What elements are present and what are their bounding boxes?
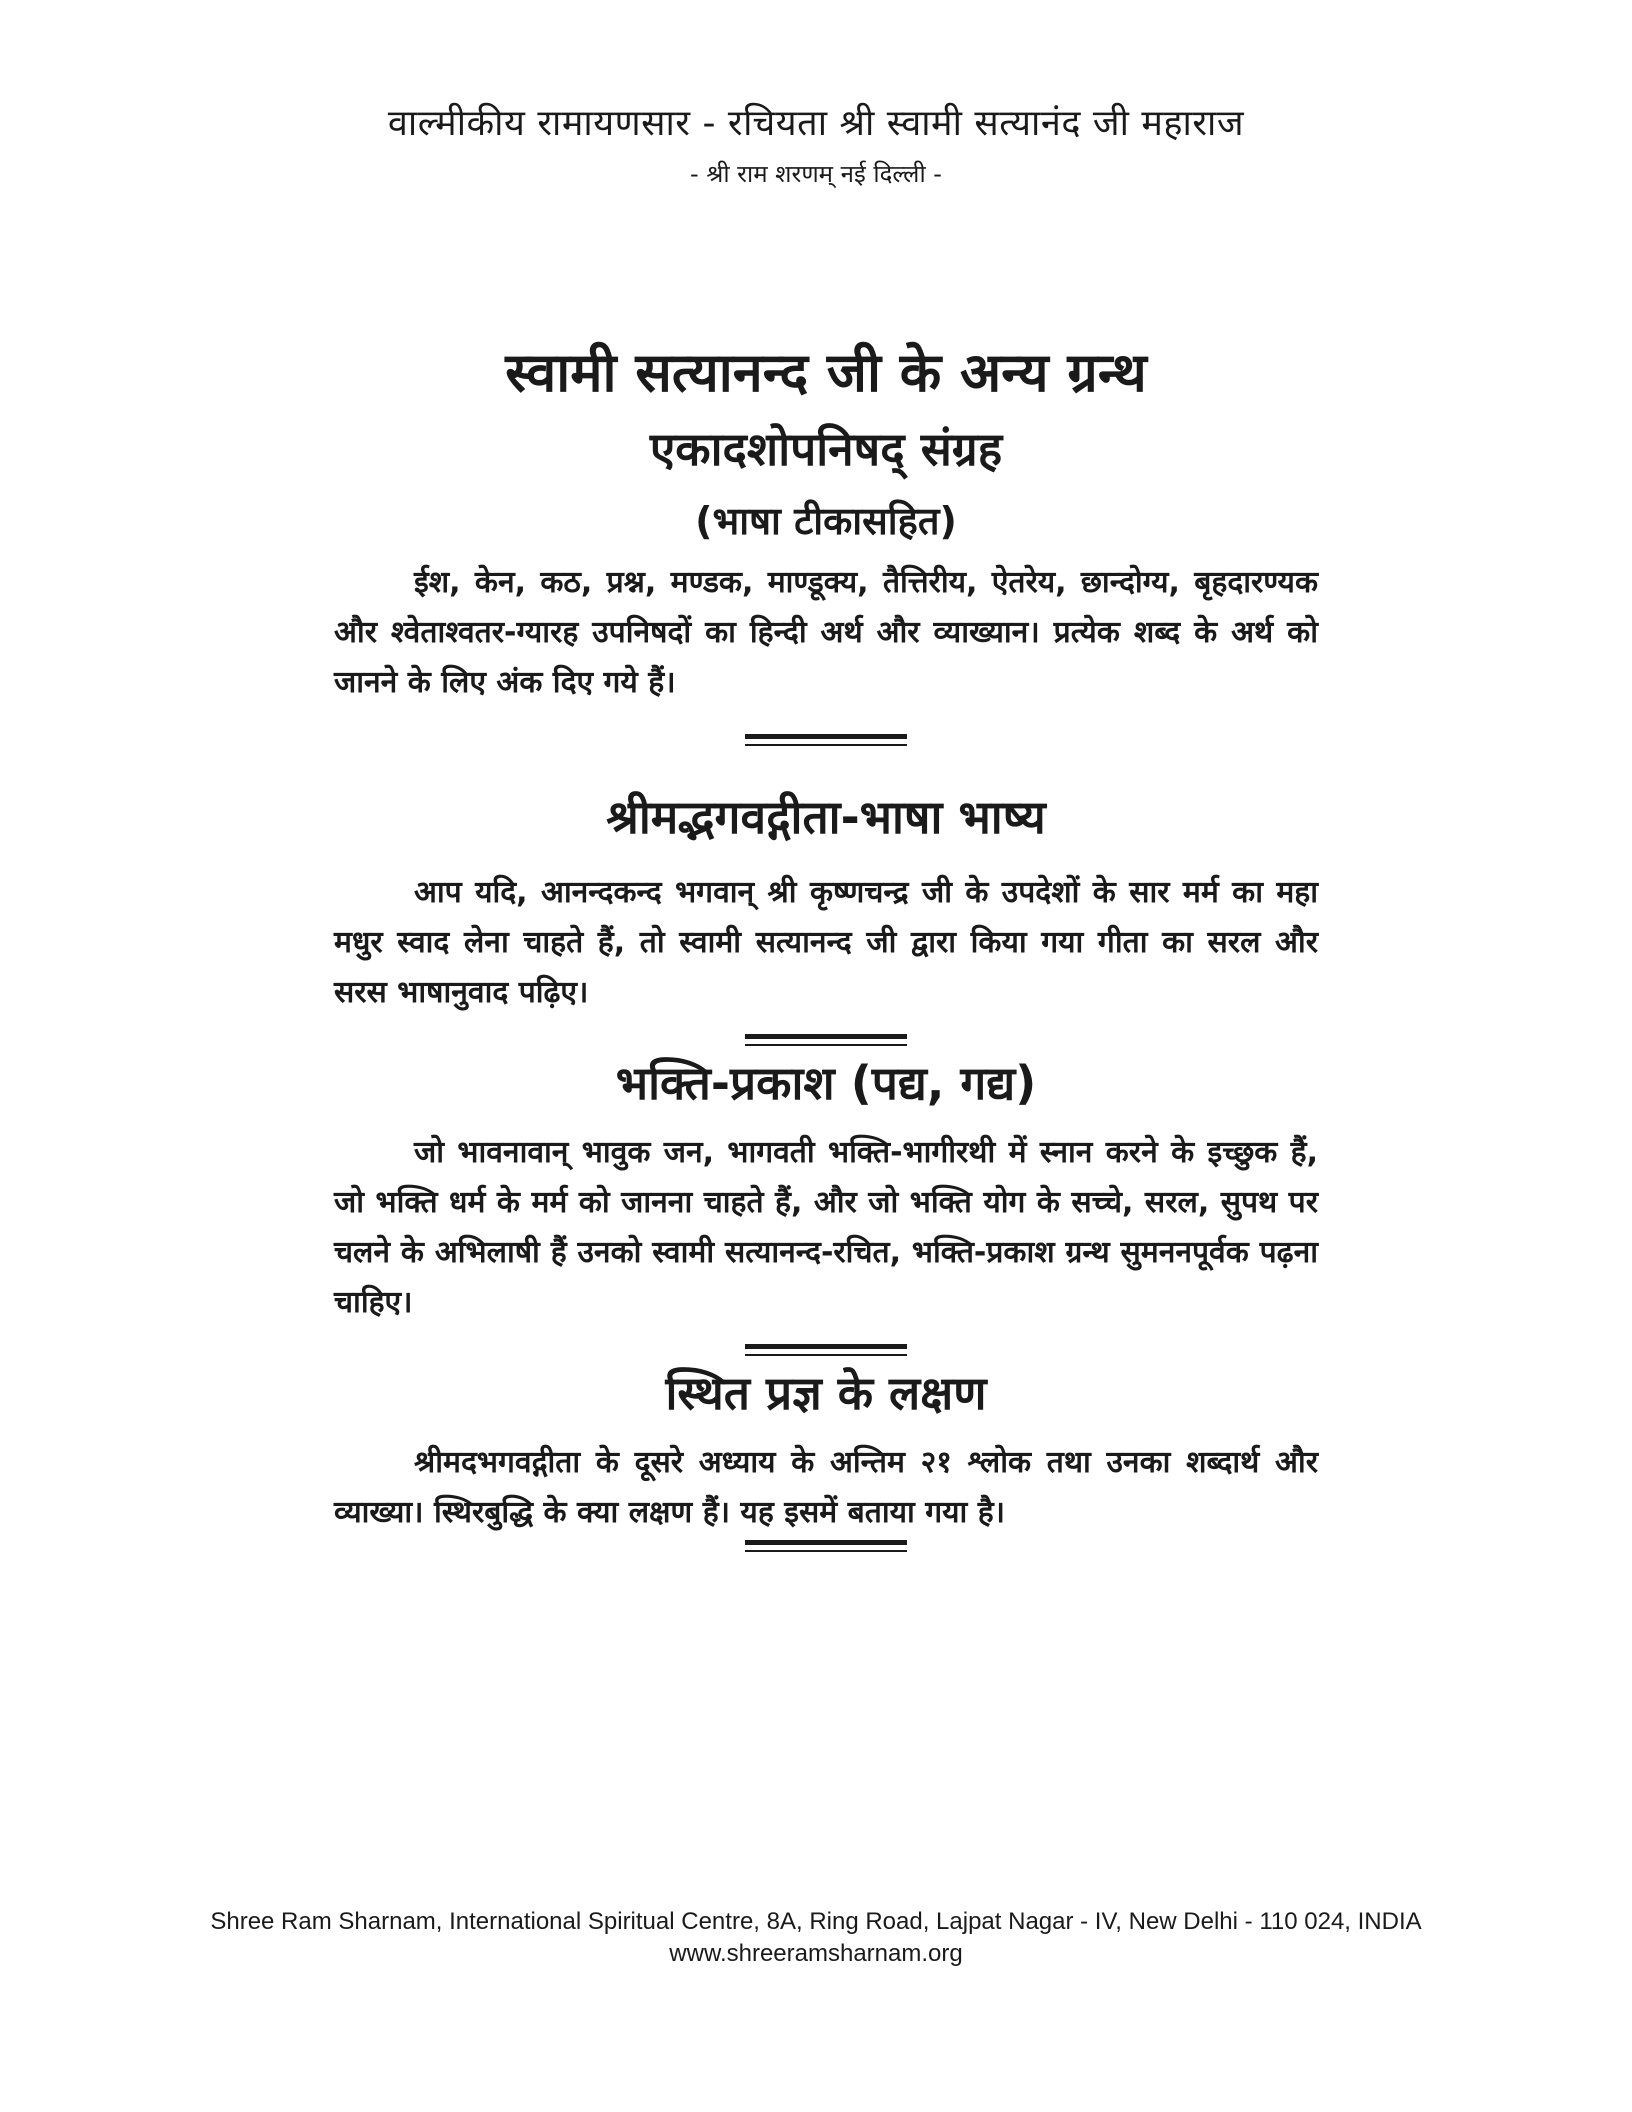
divider-thin-rule [745,744,907,746]
section-title: भक्ति-प्रकाश (पद्य, गद्य) [615,1056,1037,1110]
divider-thick-rule [745,734,907,739]
section-bhagavad-gita [334,784,1318,1018]
section-description: ईश, केन, कठ, प्रश्न, मण्डक, माण्डूक्य, तैत्तिरीय, ऐतरेय, छान्दोग्य, बृहदारण्यक और श्वेताश्वतर-ग्यारह उपनिषदों का हिन्दी अर्थ और व्याख्यान। प्रत्येक शब्द के अर्थ को जानने के लिए अंक दिए गये हैं। [334,565,1318,700]
section-description: जो भावनावान् भावुक जन, भागवती भक्ति-भागीरथी में स्नान करने के इच्छुक हैं, जो भक्ति धर्म के मर्म को जानना चाहते हैं, और जो भक्ति योग के सच्चे, सरल, सुपथ पर चलने के अभिलाषी हैं उनको स्वामी सत्यानन्द-रचित, भक्ति-प्रकाश ग्रन्थ सुमननपूर्वक पढ़ना चाहिए। [334,1135,1318,1320]
divider-thin-rule [745,1550,907,1552]
page-content [334,336,1318,1552]
section-description: आप यदि, आनन्दकन्द भगवान् श्री कृष्णचन्द्र जी के उपदेशों के सार मर्म का महा मधुर स्वाद लेना चाहते हैं, तो स्वामी सत्यानन्द जी द्वारा किया गया गीता का सरल और सरस भाषानुवाद पढ़िए। [334,875,1318,1010]
page-header [0,100,1632,194]
page-footer [0,1906,1632,1970]
section-title: एकादशोपनिषद् संग्रह [649,422,1003,476]
section-divider [745,1032,907,1046]
section-divider [745,1342,907,1356]
page-title: स्वामी सत्यानन्द जी के अन्य ग्रन्थ [505,341,1147,404]
footer-address: Shree Ram Sharnam, International Spiritual Centre, 8A, Ring Road, Lajpat Nagar - IV, New Delhi - 110 024, INDIA [210,1908,1422,1935]
section-bhakti-prakash [334,1050,1318,1328]
section-subtitle: (भाषा टीकासहित) [695,499,957,543]
divider-thick-rule [745,1344,907,1349]
publisher-line: - श्री राम शरणम् नई दिल्ली - [690,160,942,188]
book-author-heading: वाल्मीकीय रामायणसार - रचियता श्री स्वामी सत्यानंद जी महाराज [387,103,1245,144]
section-description: श्रीमदभगवद्गीता के दूसरे अध्याय के अन्तिम २१ श्लोक तथा उनका शब्दार्थ और व्याख्या। स्थिरबुद्धि के क्या लक्षण हैं। यह इसमें बताया गया है। [334,1445,1318,1530]
section-divider [745,732,907,746]
section-title: श्रीमद्भगवद्गीता-भाषा भाष्य [606,790,1046,844]
divider-thin-rule [745,1044,907,1046]
section-title: स्थित प्रज्ञ के लक्षण [665,1366,987,1420]
divider-thick-rule [745,1540,907,1545]
divider-thin-rule [745,1354,907,1356]
section-divider [745,1538,907,1552]
section-ekadashopanishad [334,416,1318,708]
section-sthita-prajna [334,1360,1318,1538]
footer-website: www.shreeramsharnam.org [669,1940,963,1967]
divider-thick-rule [745,1034,907,1039]
